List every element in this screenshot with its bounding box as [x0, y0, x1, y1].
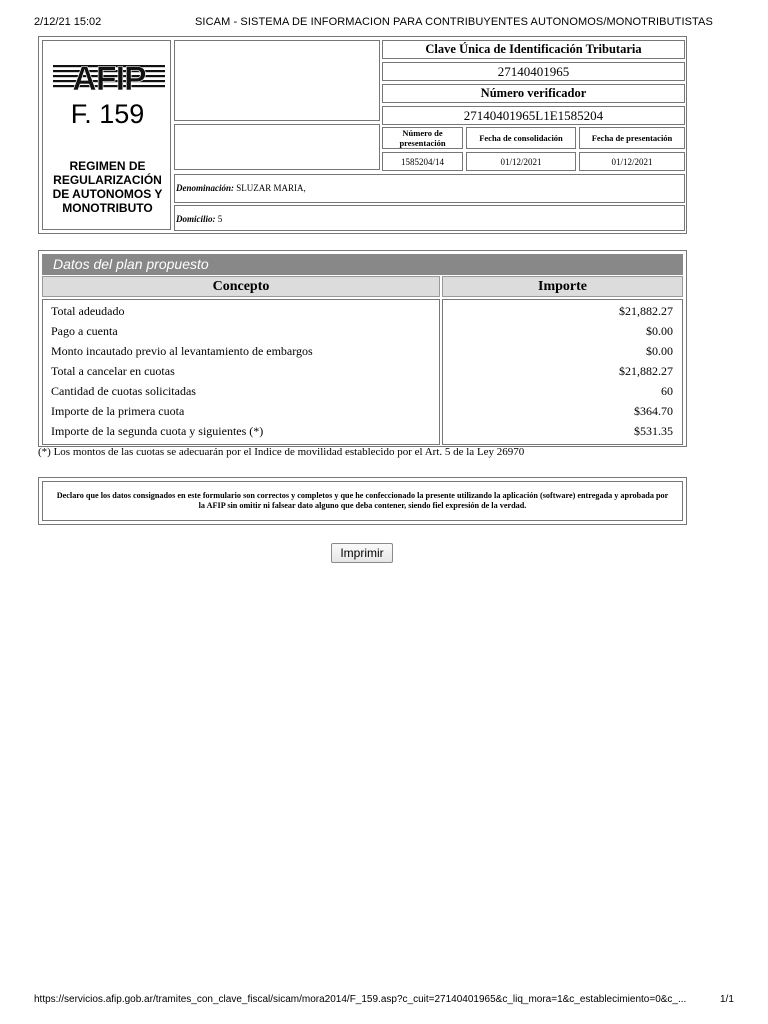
concepto-column: [42, 299, 440, 445]
importe-cell: $21,882.27: [619, 304, 673, 318]
footer-page: 1/1: [720, 994, 734, 1005]
importe-cell: $0.00: [646, 324, 673, 338]
concepto-header: Concepto: [42, 276, 440, 297]
footer-url: https://servicios.afip.gob.ar/tramites_con_clave_fiscal/sicam/mora2014/F_159.asp?c_cuit=27140401965&c_liq_mora=1&c_establecimiento=0&c_...: [34, 994, 687, 1005]
blank-cell-middle: [174, 124, 380, 170]
denominacion-label: Denominación:: [176, 183, 235, 193]
concepto-cell: Total a cancelar en cuotas: [51, 364, 175, 378]
concepto-cell: Total adeudado: [51, 304, 125, 318]
cuit-label: Clave Única de Identificación Tributaria: [382, 40, 685, 59]
plan-title: Datos del plan propuesto: [42, 254, 683, 275]
declaration-text: Declaro que los datos consignados en este formulario son correctos y completos y que he confeccionado la presente utilizando la aplicación (software) entregada y aprobada por la AFIP sin omitir ni falsear dato alguno que deba contener, siendo fiel expresión de la verdad.: [42, 481, 683, 521]
fecha-consolidacion-label: Fecha de consolidación: [466, 127, 576, 149]
print-header: [0, 14, 768, 30]
importe-cell: 60: [661, 384, 673, 398]
verificador-label: Número verificador: [382, 84, 685, 103]
fecha-presentacion-value: 01/12/2021: [579, 152, 685, 171]
print-button[interactable]: Imprimir: [331, 543, 393, 563]
blank-cell-top: [174, 40, 380, 121]
form-number: F. 159: [70, 99, 145, 129]
concepto-cell: Pago a cuenta: [51, 324, 118, 338]
concepto-cell: Monto incautado previo al levantamiento de embargos: [51, 344, 313, 358]
domicilio-label: Domicilio:: [176, 214, 216, 224]
domicilio-value: 5: [217, 214, 223, 224]
declaration-box: [38, 477, 687, 525]
afip-logo: [53, 61, 165, 93]
denominacion-value: SLUZAR MARIA,: [236, 183, 306, 193]
denominacion-row: [174, 174, 685, 203]
importe-cell: $21,882.27: [619, 364, 673, 378]
print-title: SICAM - SISTEMA DE INFORMACION PARA CONTRIBUYENTES AUTONOMOS/MONOTRIBUTISTAS: [195, 16, 713, 28]
concepto-cell: Cantidad de cuotas solicitadas: [51, 384, 196, 398]
importe-header: Importe: [442, 276, 683, 297]
regimen-title: REGIMEN DE REGULARIZACIÓN DE AUTONOMOS Y MONOTRIBUTO: [52, 159, 163, 215]
numero-presentacion-label: Número de presentación: [382, 127, 463, 149]
importe-cell: $0.00: [646, 344, 673, 358]
fecha-consolidacion-value: 01/12/2021: [466, 152, 576, 171]
importe-column: [442, 299, 683, 445]
form-header-box: [38, 36, 687, 234]
numero-presentacion-value: 1585204/14: [382, 152, 463, 171]
verificador-value: 27140401965L1E1585204: [382, 106, 685, 125]
importe-cell: $531.35: [634, 424, 673, 438]
logo-cell: [42, 40, 171, 230]
fecha-presentacion-label: Fecha de presentación: [579, 127, 685, 149]
concepto-cell: Importe de la primera cuota: [51, 404, 185, 418]
logo-text: AFIP: [72, 61, 146, 93]
domicilio-row: [174, 205, 685, 231]
print-datetime: 2/12/21 15:02: [34, 16, 102, 28]
cuotas-note: (*) Los montos de las cuotas se adecuarán por el Indice de movilidad establecido por el Art. 5 de la Ley 26970: [38, 446, 525, 458]
importe-cell: $364.70: [634, 404, 673, 418]
cuit-value: 27140401965: [382, 62, 685, 81]
concepto-cell: Importe de la segunda cuota y siguientes (*): [51, 424, 264, 438]
plan-box: [38, 250, 687, 447]
